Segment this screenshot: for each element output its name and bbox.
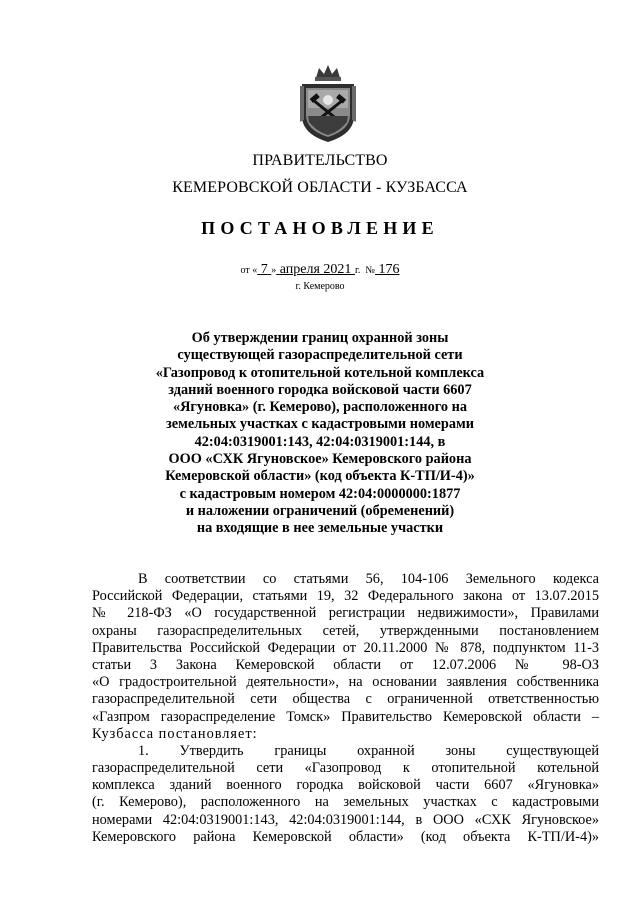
- body-line: «О градостроительной деятельности», на основании заявления собственника: [92, 674, 599, 691]
- body-line: охраны газораспределительных сетей, утвержденными постановлением: [92, 622, 599, 639]
- title-line: существующей газораспределительной сети: [177, 347, 463, 364]
- coat-of-arms-emblem: [299, 64, 357, 144]
- date-mid: »: [271, 265, 277, 276]
- body-line: номерами 42:04:0319001:143, 42:04:0319001:144, в ООО «СХК Ягуновское»: [92, 811, 599, 828]
- document-body: [92, 571, 599, 846]
- document-number: 176: [378, 262, 400, 277]
- title-line: «Газопровод к отопительной котельной комплекса: [155, 364, 485, 381]
- date-month-year: апреля 2021: [279, 262, 352, 277]
- title-line: и наложении ограничений (обременений): [185, 502, 455, 519]
- body-line: газораспределительной сети общества с ограниченной ответственностью: [92, 691, 599, 708]
- body-line: Кузбасса постановляет:: [92, 725, 258, 742]
- number-sign: №: [365, 265, 375, 276]
- body-line: (г. Кемерово), расположенного на земельных участках с кадастровыми: [92, 794, 599, 811]
- government-name-line1: ПРАВИТЕЛЬСТВО: [252, 152, 388, 169]
- title-line: с кадастровым номером 42:04:0000000:1877: [179, 485, 461, 502]
- date-year-suffix: г.: [354, 265, 361, 276]
- body-line: 1. Утвердить границы охранной зоны существующей: [138, 742, 599, 759]
- date-prefix: от «: [240, 265, 258, 276]
- document-title: [120, 330, 520, 538]
- government-name-line2: КЕМЕРОВСКОЙ ОБЛАСТИ - КУЗБАССА: [172, 179, 468, 196]
- body-line: № 218-ФЗ «О государственной регистрации недвижимости», Правилами: [92, 605, 599, 622]
- body-line: «Газпром газораспределение Томск» Правительство Кемеровской области –: [92, 708, 599, 725]
- title-line: на входящие в нее земельные участки: [196, 520, 444, 537]
- body-line: статьи 3 Закона Кемеровской области от 12.07.2006 № 98-ОЗ: [92, 656, 599, 673]
- title-line: 42:04:0319001:143, 42:04:0319001:144, в: [194, 433, 446, 450]
- date-day: 7: [260, 262, 268, 277]
- title-line: Об утверждении границ охранной зоны: [191, 330, 449, 346]
- title-line: «Ягуновка» (г. Кемерово), расположенного на: [172, 399, 468, 416]
- title-line: Кемеровской области» (код объекта К-ТП/И-4)»: [165, 468, 475, 485]
- body-line: В соответствии со статьями 56, 104-106 Земельного кодекса: [138, 571, 599, 587]
- body-line: комплекса зданий военного городка войсковой части 6607 «Ягуновка»: [92, 777, 599, 794]
- body-line: Кемеровского района Кемеровской области» (код объекта К-ТП/И-4)»: [92, 828, 599, 845]
- body-line: газораспределительной сети «Газопровод к отопительной котельной: [92, 760, 599, 777]
- body-line: Правительства Российской Федерации от 20.11.2000 № 878, подпунктом 11-3: [92, 639, 599, 656]
- title-line: земельных участках с кадастровыми номерами: [166, 416, 474, 433]
- document-city: г. Кемерово: [295, 281, 345, 292]
- title-line: ООО «СХК Ягуновское» Кемеровского района: [168, 451, 472, 468]
- title-line: зданий военного городка войсковой части 6607: [168, 381, 472, 398]
- document-date-line: [0, 262, 640, 278]
- coat-of-arms-icon: [299, 64, 357, 144]
- document-type-heading: ПОСТАНОВЛЕНИЕ: [201, 218, 439, 238]
- body-line: Российской Федерации, статьями 19, 32 Федерального закона от 13.07.2015: [92, 588, 599, 605]
